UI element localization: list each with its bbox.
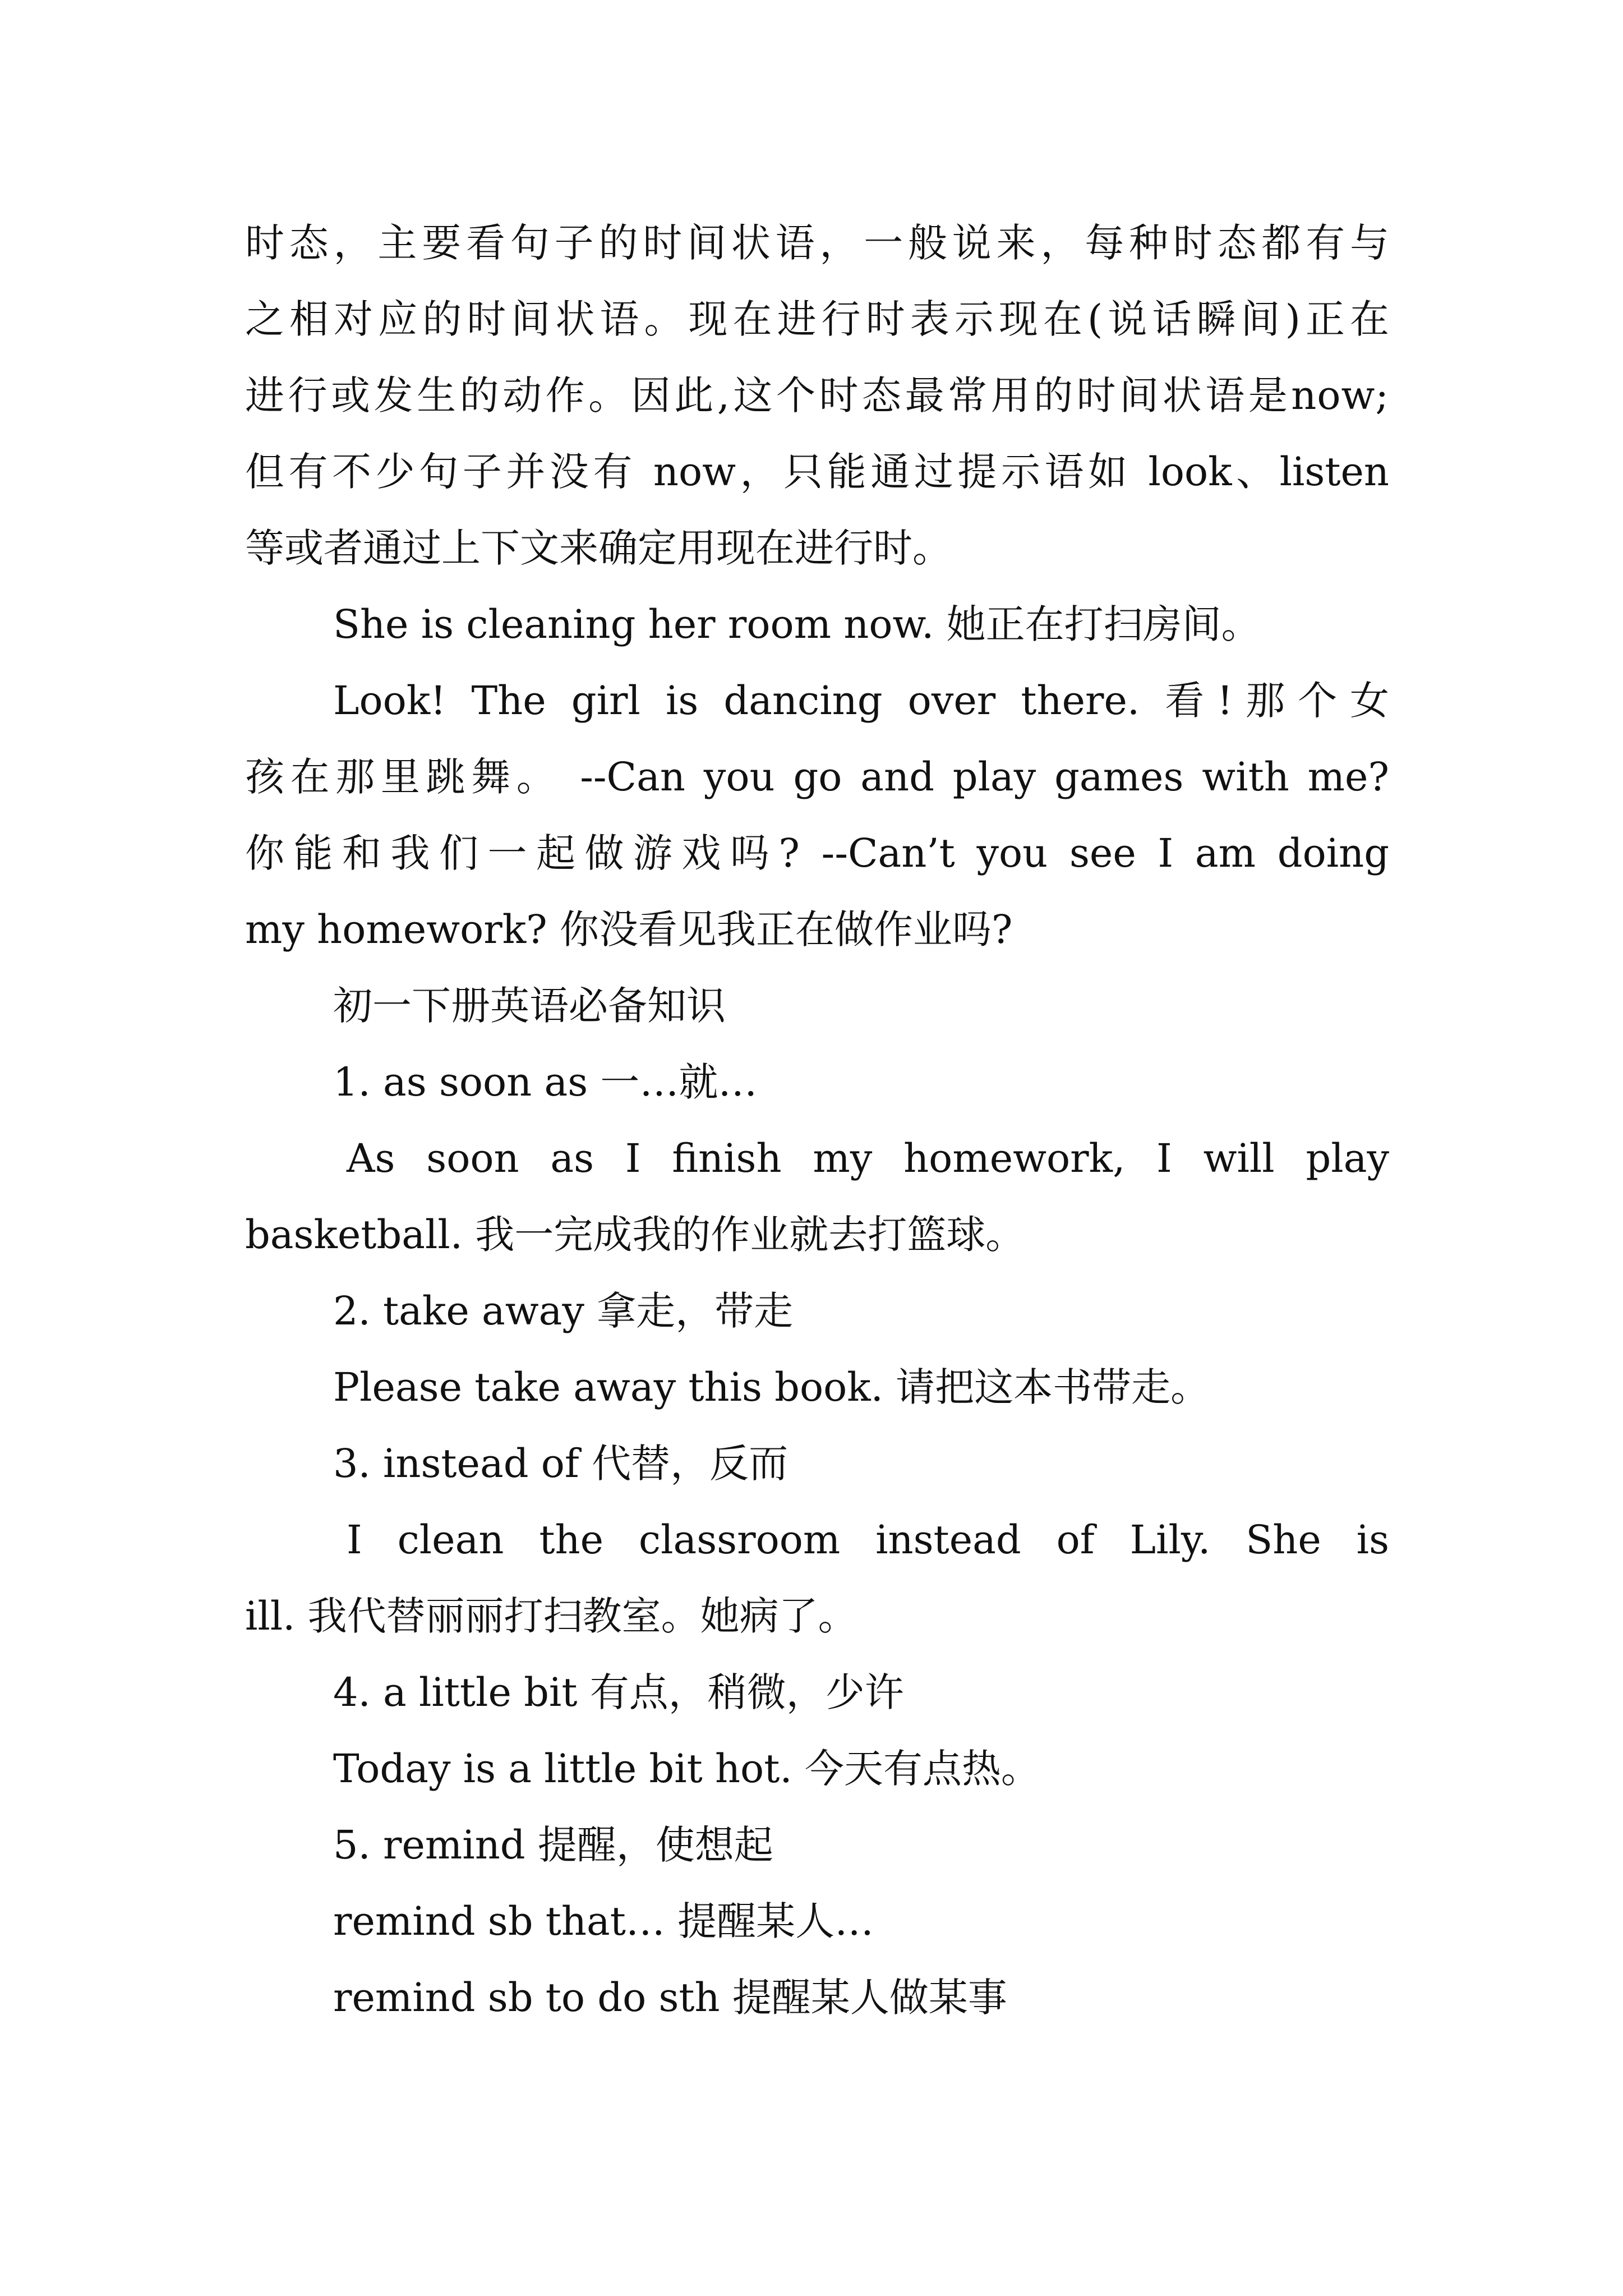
phrase-example: I clean the classroom instead of Lily. She is: [347, 1517, 1389, 1563]
phrase-example: Today is a little bit hot. 今天有点热。: [333, 1746, 1040, 1792]
paragraph-line: 之相对应的时间状语。现在进行时表示现在(说话瞬间)正在: [245, 296, 1389, 342]
phrase-example: basketball. 我一完成我的作业就去打篮球。: [245, 1212, 1025, 1258]
example-sentence: my homework? 你没看见我正在做作业吗?: [245, 907, 1013, 953]
example-sentence: Look! The girl is dancing over there. 看!那个女: [333, 678, 1389, 724]
paragraph-line: 进行或发生的动作。因此,这个时态最常用的时间状语是now;: [245, 372, 1389, 418]
paragraph-line: 但有不少句子并没有 now，只能通过提示语如 look、listen: [245, 449, 1389, 495]
paragraph-line: 时态，主要看句子的时间状语，一般说来，每种时态都有与: [245, 220, 1389, 266]
phrase-example: As soon as I finish my homework, I will play: [347, 1135, 1389, 1181]
phrase-example: remind sb to do sth 提醒某人做某事: [333, 1975, 1007, 2021]
paragraph-line: 等或者通过上下文来确定用现在进行时。: [245, 525, 952, 571]
phrase-example: ill. 我代替丽丽打扫教室。她病了。: [245, 1593, 857, 1639]
example-sentence: 你能和我们一起做游戏吗? --Can’t you see I am doing: [245, 830, 1389, 876]
phrase-item: 3. instead of 代替，反而: [333, 1441, 789, 1487]
example-sentence: She is cleaning her room now. 她正在打扫房间。: [333, 601, 1261, 647]
section-heading: 初一下册英语必备知识: [333, 983, 726, 1029]
phrase-example: Please take away this book. 请把这本书带走。: [333, 1364, 1210, 1410]
phrase-item: 1. as soon as 一…就…: [333, 1059, 758, 1105]
phrase-example: remind sb that… 提醒某人…: [333, 1898, 874, 1944]
phrase-item: 4. a little bit 有点，稍微，少许: [333, 1669, 904, 1715]
example-sentence: 孩在那里跳舞。 --Can you go and play games with me?: [245, 754, 1389, 800]
phrase-item: 5. remind 提醒，使想起: [333, 1822, 773, 1868]
phrase-item: 2. take away 拿走，带走: [333, 1288, 794, 1334]
